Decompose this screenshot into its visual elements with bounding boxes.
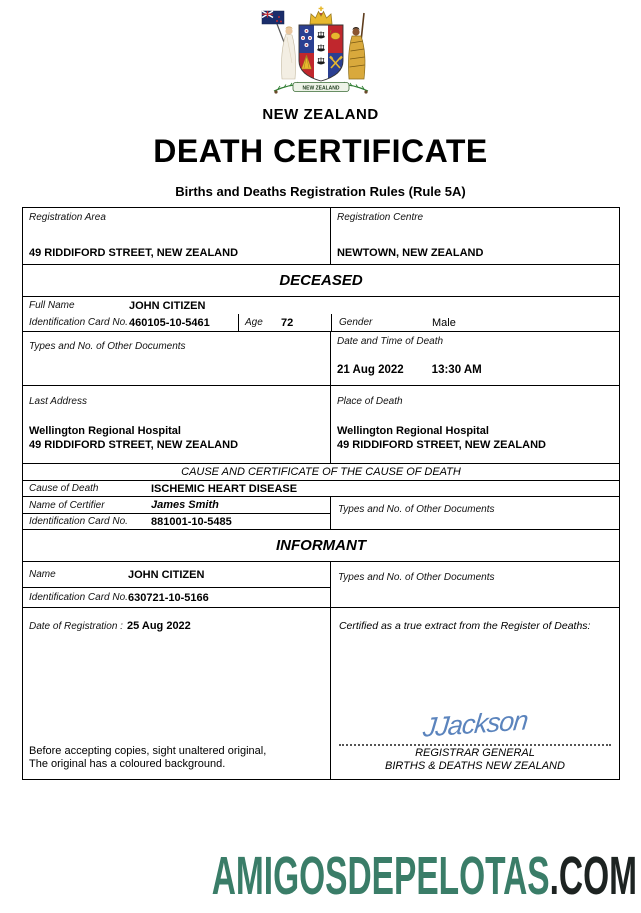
certificate-table — [22, 207, 620, 780]
page-title: DEATH CERTIFICATE — [153, 133, 488, 169]
signature-line — [339, 744, 611, 746]
footer-row — [23, 607, 619, 779]
last-address-line1: Wellington Regional Hospital — [29, 425, 181, 437]
registration-area-cell — [23, 208, 330, 264]
last-address-label: Last Address — [29, 396, 87, 407]
gender-value: Male — [432, 316, 456, 329]
place-of-death-line1: Wellington Regional Hospital — [336, 425, 489, 437]
zealandia-figure — [281, 27, 295, 80]
place-of-death-label: Place of Death — [336, 396, 403, 407]
nz-coat-of-arms-icon — [256, 5, 386, 100]
page-subtitle: Births and Deaths Registration Rules (Rule 5A) — [175, 184, 466, 199]
informant-id-value: 630721-10-5166 — [128, 591, 209, 604]
certifier-value: James Smith — [151, 499, 219, 511]
registration-centre-value: NEWTOWN, NEW ZEALAND — [336, 247, 484, 259]
informant-name-value: JOHN CITIZEN — [128, 568, 205, 581]
cause-other-docs-cell — [330, 497, 619, 529]
age-label: Age — [245, 317, 263, 328]
last-address-cell — [23, 386, 330, 463]
cause-other-docs-label: Types and No. of Other Documents — [337, 504, 495, 515]
age-cell — [238, 314, 331, 331]
watermark-brand: AMIGOSDEPELOTAS — [211, 846, 550, 906]
maori-chief-figure — [348, 13, 365, 79]
place-of-death-line2: 49 RIDDIFORD STREET, NEW ZEALAND — [336, 439, 546, 451]
certifier-id-value: 881001-10-5485 — [151, 515, 232, 528]
cause-of-death-label: Cause of Death — [29, 483, 99, 494]
informant-name-label: Name — [29, 569, 56, 580]
informant-id-label: Identification Card No. — [29, 592, 128, 603]
registration-row — [23, 208, 619, 264]
deceased-other-docs-cell — [23, 332, 330, 385]
certifier-label: Name of Certifier — [29, 499, 105, 511]
informant-other-docs-label: Types and No. of Other Documents — [337, 572, 495, 583]
age-value: 72 — [281, 316, 294, 329]
place-of-death-cell — [330, 386, 619, 463]
full-name-value: JOHN CITIZEN — [129, 299, 206, 312]
address-row — [23, 385, 619, 463]
informant-rows — [23, 561, 619, 607]
deceased-other-docs-label: Types and No. of Other Documents — [29, 341, 186, 352]
informant-section-title: INFORMANT — [23, 529, 619, 561]
notice-line2: The original has a coloured background. — [29, 758, 226, 770]
gender-label: Gender — [339, 317, 373, 328]
registration-date-value: 25 Aug 2022 — [127, 620, 191, 632]
registrar-title-line1: REGISTRAR GENERAL — [415, 747, 535, 759]
registration-centre-label: Registration Centre — [336, 212, 424, 223]
death-datetime-cell — [330, 332, 619, 385]
death-time-value: 13:30 AM — [431, 364, 482, 376]
crest-wrap — [0, 5, 641, 100]
death-date-value: 21 Aug 2022 — [336, 364, 404, 376]
deceased-id-value: 460105-10-5461 — [129, 316, 210, 329]
registrar-signature: JJackson — [421, 705, 529, 743]
registration-date-label: Date of Registration : — [29, 621, 123, 632]
registration-area-value: 49 RIDDIFORD STREET, NEW ZEALAND — [29, 247, 239, 259]
full-name-label: Full Name — [29, 300, 75, 311]
deceased-identity-row — [23, 296, 619, 331]
cause-section-title: CAUSE AND CERTIFICATE OF THE CAUSE OF DEATH — [23, 463, 619, 480]
death-datetime-label: Date and Time of Death — [336, 336, 444, 347]
deceased-id-label: Identification Card No. — [29, 317, 128, 328]
site-watermark — [211, 846, 637, 906]
certification-cell — [330, 608, 619, 779]
registration-area-label: Registration Area — [29, 212, 106, 223]
notice-line1: Before accepting copies, sight unaltered original, — [29, 745, 267, 757]
docs-death-datetime-row — [23, 331, 619, 385]
fern-scroll — [274, 82, 368, 94]
gender-cell — [331, 314, 619, 331]
cause-of-death-row — [23, 480, 619, 496]
certified-extract-label: Certified as a true extract from the Register of Deaths: — [338, 620, 591, 632]
certifier-id-label: Identification Card No. — [29, 516, 128, 527]
registration-date-cell — [23, 608, 330, 779]
deceased-section-title: DECEASED — [23, 264, 619, 296]
last-address-line2: 49 RIDDIFORD STREET, NEW ZEALAND — [29, 439, 239, 451]
watermark-tld: .COM — [549, 846, 637, 906]
registration-centre-cell — [330, 208, 619, 264]
informant-other-docs-cell — [330, 562, 619, 607]
cause-of-death-value: ISCHEMIC HEART DISEASE — [151, 482, 298, 495]
country-title: NEW ZEALAND — [262, 106, 379, 123]
crown-icon — [310, 7, 332, 25]
certifier-rows — [23, 496, 619, 529]
registrar-title-line2: BIRTHS & DEATHS NEW ZEALAND — [385, 760, 565, 772]
coat-scroll-text: NEW ZEALAND — [302, 85, 339, 92]
